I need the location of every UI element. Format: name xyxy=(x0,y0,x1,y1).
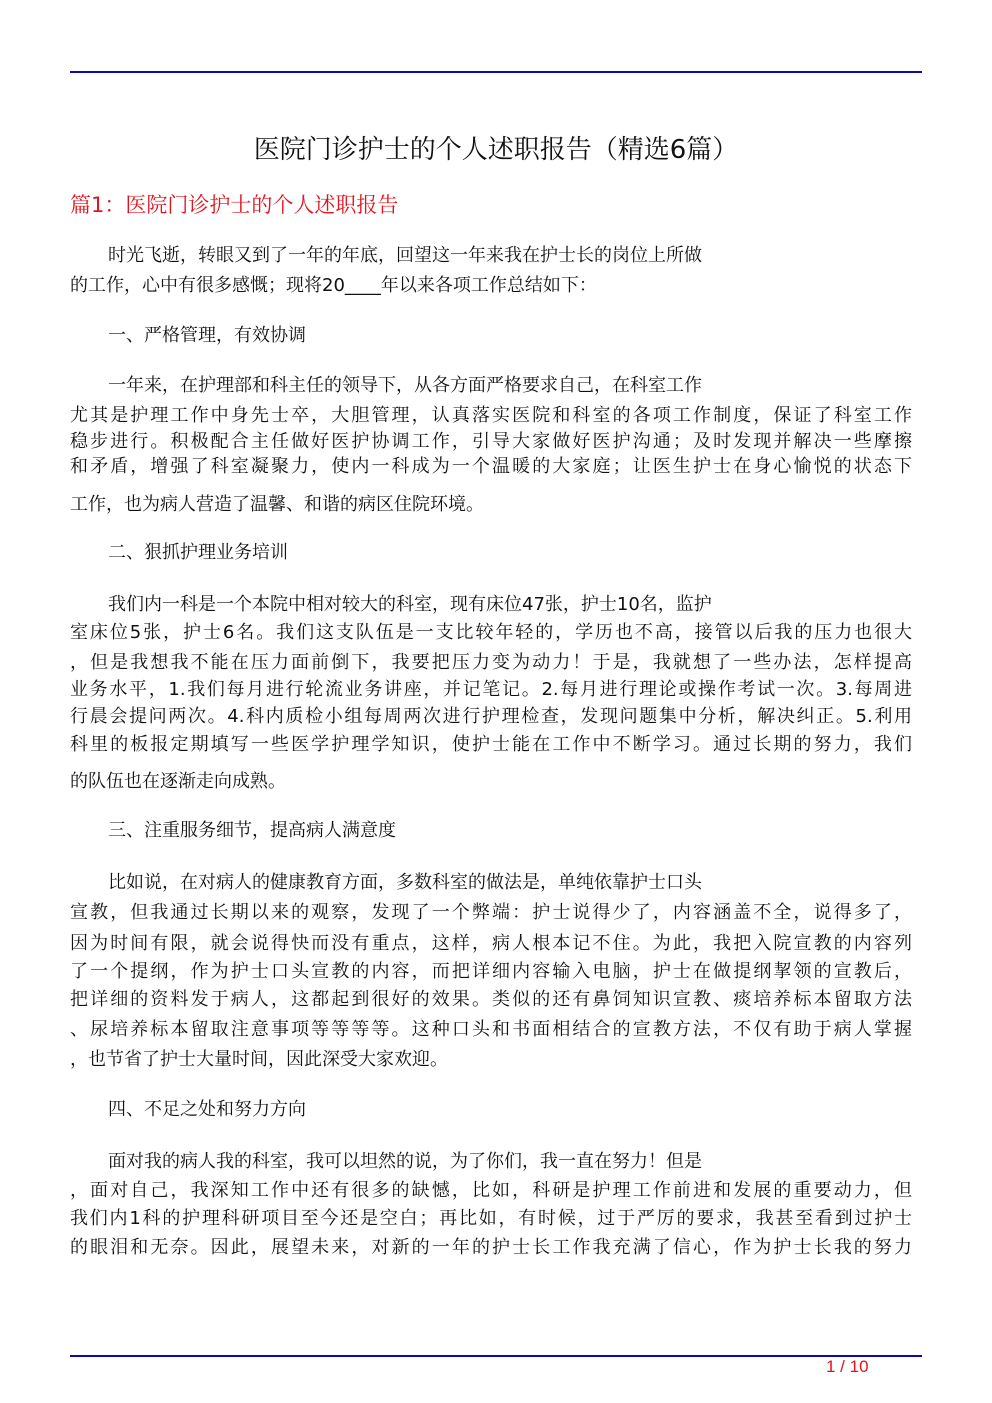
paragraph-line: 把详细的资料发于病人，这都起到很好的效果。类似的还有鼻饲知识宣教、痰培养标本留取方法 xyxy=(70,989,912,1010)
paragraph-line: 尤其是护理工作中身先士卒，大胆管理，认真落实医院和科室的各项工作制度，保证了科室工作 xyxy=(70,405,912,426)
paragraph-line: 科里的板报定期填写一些医学护理学知识，使护士能在工作中不断学习。通过长期的努力，我们 xyxy=(70,734,912,755)
section-subheading: 二、狠抓护理业务培训 xyxy=(108,542,288,563)
paragraph-line: 我们内一科是一个本院中相对较大的科室，现有床位47张，护士10名，监护 xyxy=(108,594,712,615)
paragraph-line: 稳步进行。积极配合主任做好医护协调工作，引导大家做好医护沟通；及时发现并解决一些摩擦 xyxy=(70,431,912,452)
paragraph-line: 宣教，但我通过长期以来的观察，发现了一个弊端：护士说得少了，内容涵盖不全，说得多了， xyxy=(70,902,912,923)
paragraph-line: 一年来，在护理部和科主任的领导下，从各方面严格要求自己，在科室工作 xyxy=(108,375,702,396)
paragraph-line: ，面对自己，我深知工作中还有很多的缺憾，比如，科研是护理工作前进和发展的重要动力，但 xyxy=(70,1180,912,1201)
section-heading: 篇1：医院门诊护士的个人述职报告 xyxy=(70,193,399,217)
footer-rule xyxy=(70,1355,922,1357)
paragraph-line: 工作，也为病人营造了温馨、和谐的病区住院环境。 xyxy=(70,494,484,515)
section-subheading: 三、注重服务细节，提高病人满意度 xyxy=(108,820,396,841)
paragraph-line: 比如说，在对病人的健康教育方面，多数科室的做法是，单纯依靠护士口头 xyxy=(108,872,702,893)
paragraph-line: 因为时间有限，就会说得快而没有重点，这样，病人根本记不住。为此，我把入院宣教的内容列 xyxy=(70,933,912,954)
paragraph-line: 我们内1科的护理科研项目至今还是空白；再比如，有时候，过于严厉的要求，我甚至看到过护士 xyxy=(70,1208,912,1229)
paragraph-line: 业务水平，1.我们每月进行轮流业务讲座，并记笔记。2.每月进行理论或操作考试一次。3.每周进 xyxy=(70,679,912,700)
document-title: 医院门诊护士的个人述职报告（精选6篇） xyxy=(253,135,739,165)
header-rule xyxy=(70,71,922,73)
paragraph-line: 了一个提纲，作为护士口头宣教的内容，而把详细内容输入电脑，护士在做提纲挈领的宣教后， xyxy=(70,961,912,982)
paragraph-line: ，但是我想我不能在压力面前倒下，我要把压力变为动力！于是，我就想了一些办法，怎样提高 xyxy=(70,652,912,673)
paragraph-line: 行晨会提问两次。4.科内质检小组每周两次进行护理检查，发现问题集中分析，解决纠正。5.利用 xyxy=(70,706,912,727)
paragraph-line: 面对我的病人我的科室，我可以坦然的说，为了你们，我一直在努力！但是 xyxy=(108,1151,702,1172)
paragraph-line: ，也节省了护士大量时间，因此深受大家欢迎。 xyxy=(70,1049,448,1070)
paragraph-line: 的工作，心中有很多感慨；现将20____年以来各项工作总结如下： xyxy=(70,275,597,296)
section-subheading: 一、严格管理，有效协调 xyxy=(108,325,306,346)
section-subheading: 四、不足之处和努力方向 xyxy=(108,1099,306,1120)
paragraph-line: 室床位5张，护士6名。我们这支队伍是一支比较年轻的，学历也不高，接管以后我的压力也很大 xyxy=(70,622,912,643)
paragraph-line: 时光飞逝，转眼又到了一年的年底，回望这一年来我在护士长的岗位上所做 xyxy=(108,245,702,266)
page-indicator: 1 / 10 xyxy=(826,1357,869,1376)
paragraph-line: 、尿培养标本留取注意事项等等等等。这种口头和书面相结合的宣教方法，不仅有助于病人掌握 xyxy=(70,1019,912,1040)
paragraph-line: 和矛盾，增强了科室凝聚力，使内一科成为一个温暖的大家庭；让医生护士在身心愉悦的状态下 xyxy=(70,456,912,477)
paragraph-line: 的眼泪和无奈。因此，展望未来，对新的一年的护士长工作我充满了信心，作为护士长我的努力 xyxy=(70,1237,912,1258)
paragraph-line: 的队伍也在逐渐走向成熟。 xyxy=(70,771,286,792)
